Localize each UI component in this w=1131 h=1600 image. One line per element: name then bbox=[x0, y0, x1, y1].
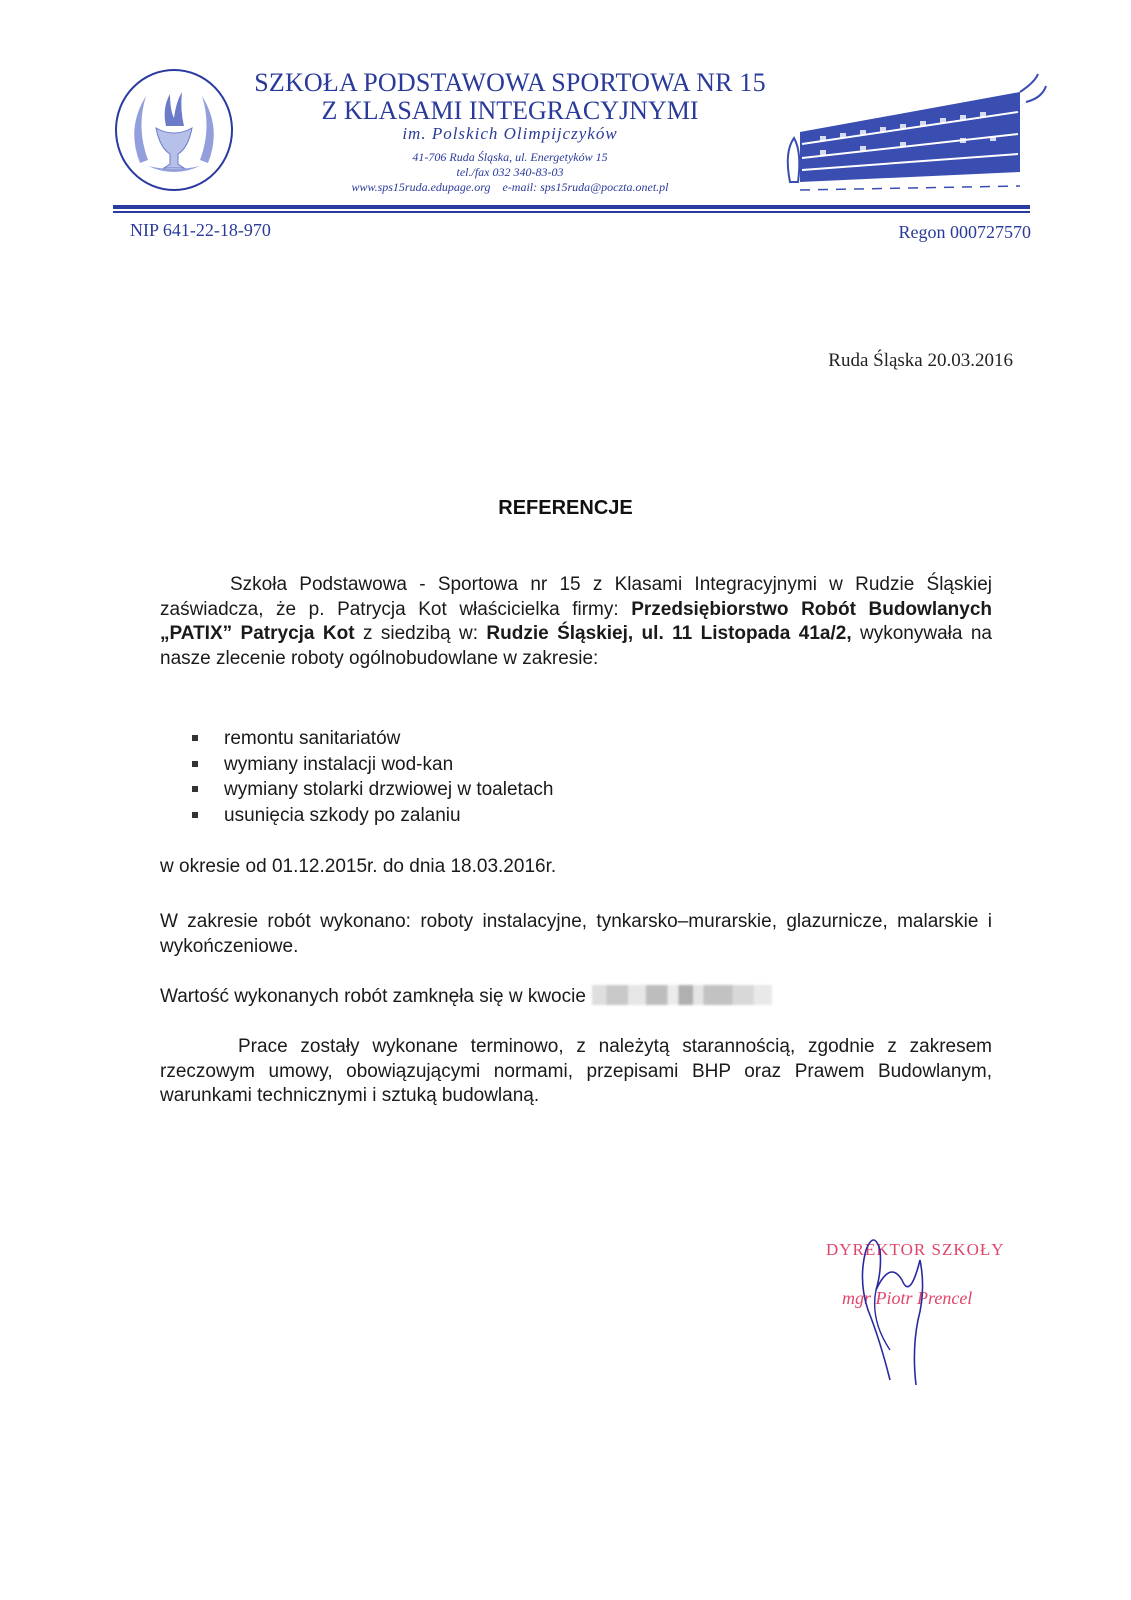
redacted-amount bbox=[592, 985, 772, 1005]
intro-text-1: Szkoła Podstawowa - Sportowa nr 15 z Klasami Integracyjnymi w Rudzie Śląskiej zaświadcza, że p. Patrycja Kot właścicielka firmy: bbox=[160, 574, 992, 620]
school-web-email: www.sps15ruda.edupage.org e-mail: sps15ruda@poczta.onet.pl bbox=[351, 180, 669, 194]
intro-text-3: wykonywała na nasze zlecenie roboty ogólnobudowlane w zakresie: bbox=[160, 623, 992, 669]
torch-laurel-emblem-icon bbox=[112, 68, 236, 192]
square-bullet-icon bbox=[192, 786, 198, 792]
school-name-line1: SZKOŁA PODSTAWOWA SPORTOWA NR 15 bbox=[254, 68, 766, 97]
school-patron: im. Polskich Olimpijczyków bbox=[402, 124, 618, 143]
school-phone: tel./fax 032 340-83-03 bbox=[456, 165, 564, 179]
place-date: Ruda Śląska 20.03.2016 bbox=[828, 350, 1013, 371]
list-item: wymiany instalacji wod-kan bbox=[188, 752, 553, 778]
nip-number: NIP 641-22-18-970 bbox=[130, 220, 271, 240]
school-address: 41-706 Ruda Śląska, ul. Energetyków 15 bbox=[412, 150, 608, 164]
list-item: wymiany stolarki drzwiowej w toaletach bbox=[188, 777, 553, 803]
intro-paragraph bbox=[160, 573, 992, 671]
letterhead-rule-thin bbox=[113, 211, 1030, 213]
list-item: usunięcia szkody po zalaniu bbox=[188, 803, 553, 829]
document-title: REFERENCJE bbox=[498, 497, 633, 519]
value-paragraph bbox=[160, 985, 992, 1010]
company-address: Rudzie Śląskiej, ul. 11 Listopada 41a/2, bbox=[486, 623, 852, 644]
scope-list bbox=[188, 726, 553, 828]
school-name-line2: Z KLASAMI INTEGRACYJNYMI bbox=[321, 96, 699, 125]
period-paragraph: w okresie od 01.12.2015r. do dnia 18.03.2016r. bbox=[160, 856, 557, 877]
letterhead-rule-thick bbox=[113, 205, 1030, 209]
stamp-title: DYREKTOR SZKOŁY bbox=[826, 1240, 1005, 1259]
company-name: Przedsiębiorstwo Robót Budowlanych „PATIX” Patrycja Kot bbox=[160, 598, 993, 644]
list-item: remontu sanitariatów bbox=[188, 726, 553, 752]
value-text: Wartość wykonanych robót zamknęła się w kwocie bbox=[160, 986, 586, 1007]
square-bullet-icon bbox=[192, 761, 198, 767]
school-building-illustration-icon bbox=[780, 72, 1050, 197]
stamp-name: mgr Piotr Prencel bbox=[842, 1288, 973, 1308]
intro-text-2: z siedzibą w: bbox=[354, 623, 487, 644]
closing-text: Prace zostały wykonane terminowo, z należytą starannością, zgodnie z zakresem rzeczowym umowy, obowiązującymi normami, przepisami BHP oraz Prawem Budowlanym, warunkami technicznymi i sztuką budowlaną. bbox=[160, 1036, 992, 1106]
closing-paragraph bbox=[160, 1035, 992, 1109]
square-bullet-icon bbox=[192, 735, 198, 741]
handwritten-signature-icon bbox=[830, 1220, 950, 1390]
works-done-paragraph: W zakresie robót wykonano: roboty instalacyjne, tynkarsko–murarskie, glazurnicze, malarskie i wykończeniowe. bbox=[160, 911, 992, 957]
square-bullet-icon bbox=[192, 812, 198, 818]
regon-number: Regon 000727570 bbox=[898, 222, 1031, 242]
